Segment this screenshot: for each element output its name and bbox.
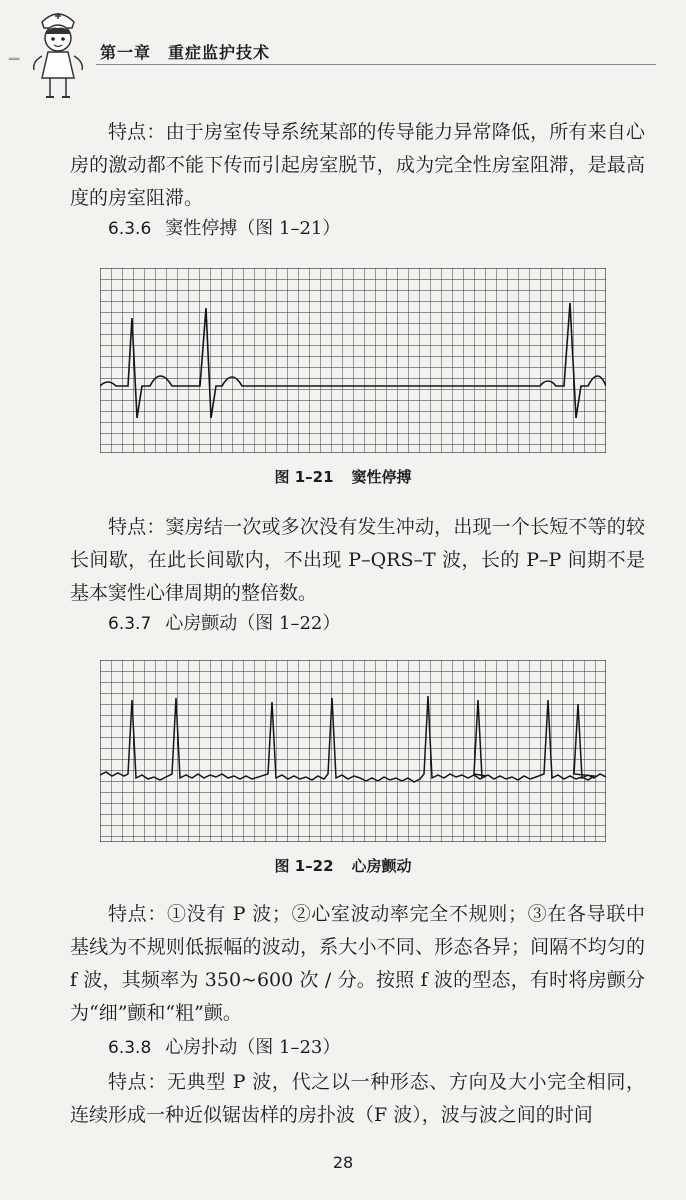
page-number: 28 (332, 1153, 354, 1172)
figure-caption-1-22 (0, 855, 686, 876)
section-title: 心房颤动（图 1–22） (165, 613, 341, 634)
section-number: 6.3.7 (108, 614, 152, 634)
figure-number: 图 1–22 (274, 857, 334, 875)
paragraph-atrial-flutter: 特点：无典型 P 波，代之以一种形态、方向及大小完全相同，连续形成一种近似锯齿样的房扑波（F 波），波与波之间的时间 (70, 1071, 645, 1126)
header-rule (96, 64, 656, 65)
section-number: 6.3.6 (108, 219, 152, 239)
paragraph-sinus-arrest: 特点：窦房结一次或多次没有发生冲动，出现一个长短不等的较长间歇，在此长间歇内，不出现 P–QRS–T 波，长的 P–P 间期不是基本窦性心律周期的整倍数。 (70, 516, 645, 604)
chapter-title: 第一章 重症监护技术 (100, 43, 271, 62)
section-number: 6.3.8 (108, 1038, 152, 1058)
paragraph-atrial-fibrillation: 特点：①没有 P 波；②心室波动率完全不规则；③在各导联中基线为不规则低振幅的波动，系大小不同、形态各异；间隔不均匀的 f 波，其频率为 350~600 次 / 分。按照 f 波的型态，有时将房颤分为“细”颤和“粗”颤。 (70, 903, 645, 1024)
figure-caption-1-21 (0, 466, 686, 487)
section-title: 窦性停搏（图 1–21） (165, 218, 341, 239)
section-heading-6-3-7 (108, 609, 340, 635)
figure-title: 窦性停搏 (351, 468, 412, 486)
paragraph-av-block: 特点：由于房室传导系统某部的传导能力异常降低，所有来自心房的激动都不能下传而引起房室脱节，成为完全性房室阻滞，是最高度的房室阻滞。 (70, 121, 645, 209)
section-title: 心房扑动（图 1–23） (165, 1037, 341, 1058)
section-heading-6-3-8 (108, 1033, 340, 1059)
section-heading-6-3-6 (108, 214, 340, 240)
nurse-mascot-icon (28, 8, 88, 100)
ecg-sinus-arrest (100, 268, 606, 453)
figure-number: 图 1–21 (274, 468, 334, 486)
margin-mark: ║ (8, 56, 18, 62)
ecg-atrial-fibrillation (100, 660, 606, 842)
figure-title: 心房颤动 (351, 857, 412, 875)
